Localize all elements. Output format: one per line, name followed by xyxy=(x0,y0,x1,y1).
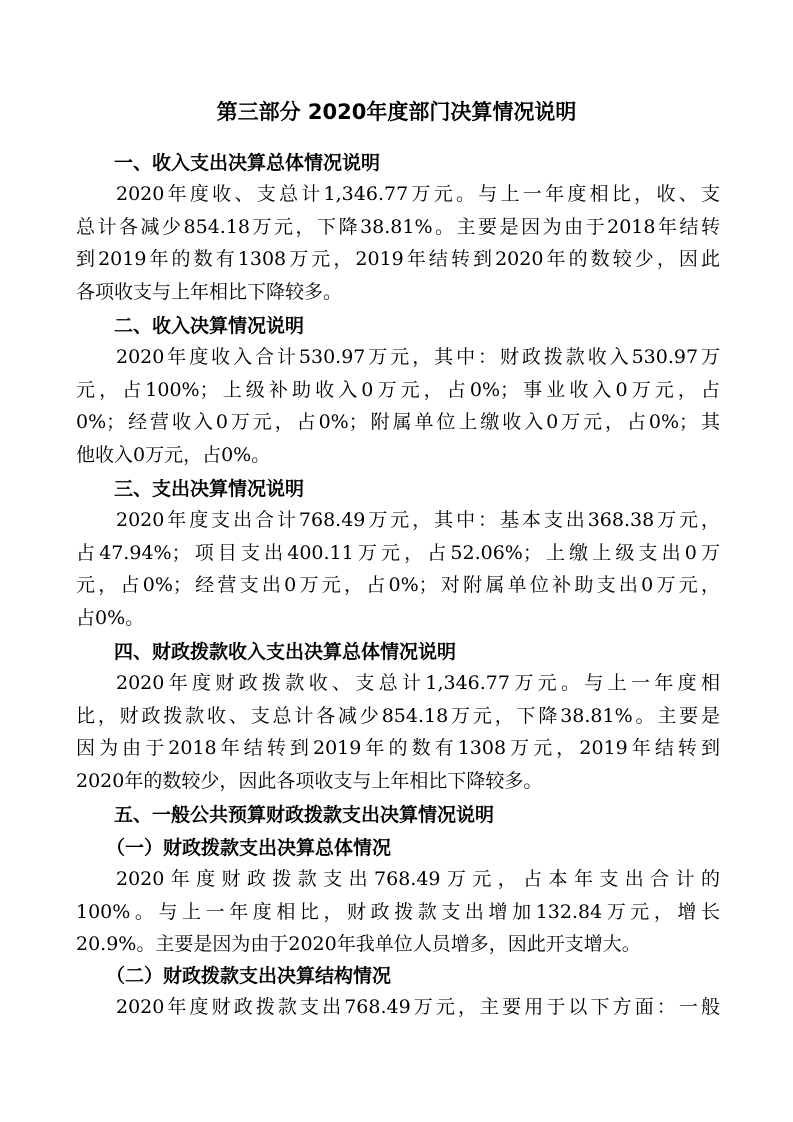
paragraph-line: 2020年度财政拨款支出768.49万元，主要用于以下方面：一般 xyxy=(116,996,720,1018)
paragraph-line: 到2019年的数有1308万元，2019年结转到2020年的数较少，因此 xyxy=(76,248,720,270)
paragraph-line: 占47.94%；项目支出400.11万元，占52.06%；上缴上级支出0万 xyxy=(76,541,720,564)
subsection-paragraph-2 xyxy=(76,991,720,1024)
paragraph-line: 2020年度支出合计768.49万元，其中：基本支出368.38万元， xyxy=(116,509,720,531)
paragraph-line: 2020年度收入合计530.97万元，其中：财政拨款收入530.97万 xyxy=(116,346,720,368)
section-paragraph-2 xyxy=(76,341,720,471)
section-heading-1: 一、收入支出决算总体情况说明 xyxy=(114,152,381,174)
paragraph-line: 各项收支与上年相比下降较多。 xyxy=(76,280,343,303)
subsection-paragraph-1 xyxy=(76,863,720,961)
subsection-heading-1: （一）财政拨款支出决算总体情况 xyxy=(106,837,392,859)
paragraph-line: 2020年度财政拨款收、支总计1,346.77万元。与上一年度相 xyxy=(116,672,720,694)
paragraph-line: 占0%。 xyxy=(76,606,145,629)
section-heading-4: 四、财政拨款收入支出决算总体情况说明 xyxy=(114,641,457,663)
section-paragraph-3 xyxy=(76,504,720,634)
section-paragraph-4 xyxy=(76,667,720,797)
subsection-heading-2: （二）财政拨款支出决算结构情况 xyxy=(106,965,392,987)
section-heading-2: 二、收入决算情况说明 xyxy=(114,315,305,337)
section-heading-3: 三、支出决算情况说明 xyxy=(114,478,305,500)
paragraph-line: 20.9%。主要是因为由于2020年我单位人员增多，因此开支增大。 xyxy=(76,933,641,955)
paragraph-line: 2020年的数较少，因此各项收支与上年相比下降较多。 xyxy=(76,769,543,792)
paragraph-line: 因为由于2018年结转到2019年的数有1308万元，2019年结转到 xyxy=(76,737,720,759)
paragraph-line: 元，占100%；上级补助收入0万元，占0%；事业收入0万元，占 xyxy=(76,378,720,401)
section-paragraph-1 xyxy=(76,178,720,308)
paragraph-line: 他收入0万元，占0%。 xyxy=(76,443,271,466)
page-title: 第三部分 2020年度部门决算情况说明 xyxy=(216,100,577,124)
paragraph-line: 元，占0%；经营支出0万元，占0%；对附属单位补助支出0万元， xyxy=(76,574,720,596)
paragraph-line: 总计各减少854.18万元，下降38.81%。主要是因为由于2018年结转 xyxy=(76,215,720,238)
paragraph-line: 0%；经营收入0万元，占0%；附属单位上缴收入0万元，占0%；其 xyxy=(76,411,720,433)
paragraph-line: 2020年度财政拨款支出768.49万元，占本年支出合计的 xyxy=(116,868,720,890)
paragraph-line: 2020年度收、支总计1,346.77万元。与上一年度相比，收、支 xyxy=(116,183,720,205)
paragraph-line: 100%。与上一年度相比，财政拨款支出增加132.84万元，增长 xyxy=(76,900,720,923)
section-heading-5: 五、一般公共预算财政拨款支出决算情况说明 xyxy=(114,804,495,826)
paragraph-line: 比，财政拨款收、支总计各减少854.18万元，下降38.81%。主要是 xyxy=(76,704,720,727)
